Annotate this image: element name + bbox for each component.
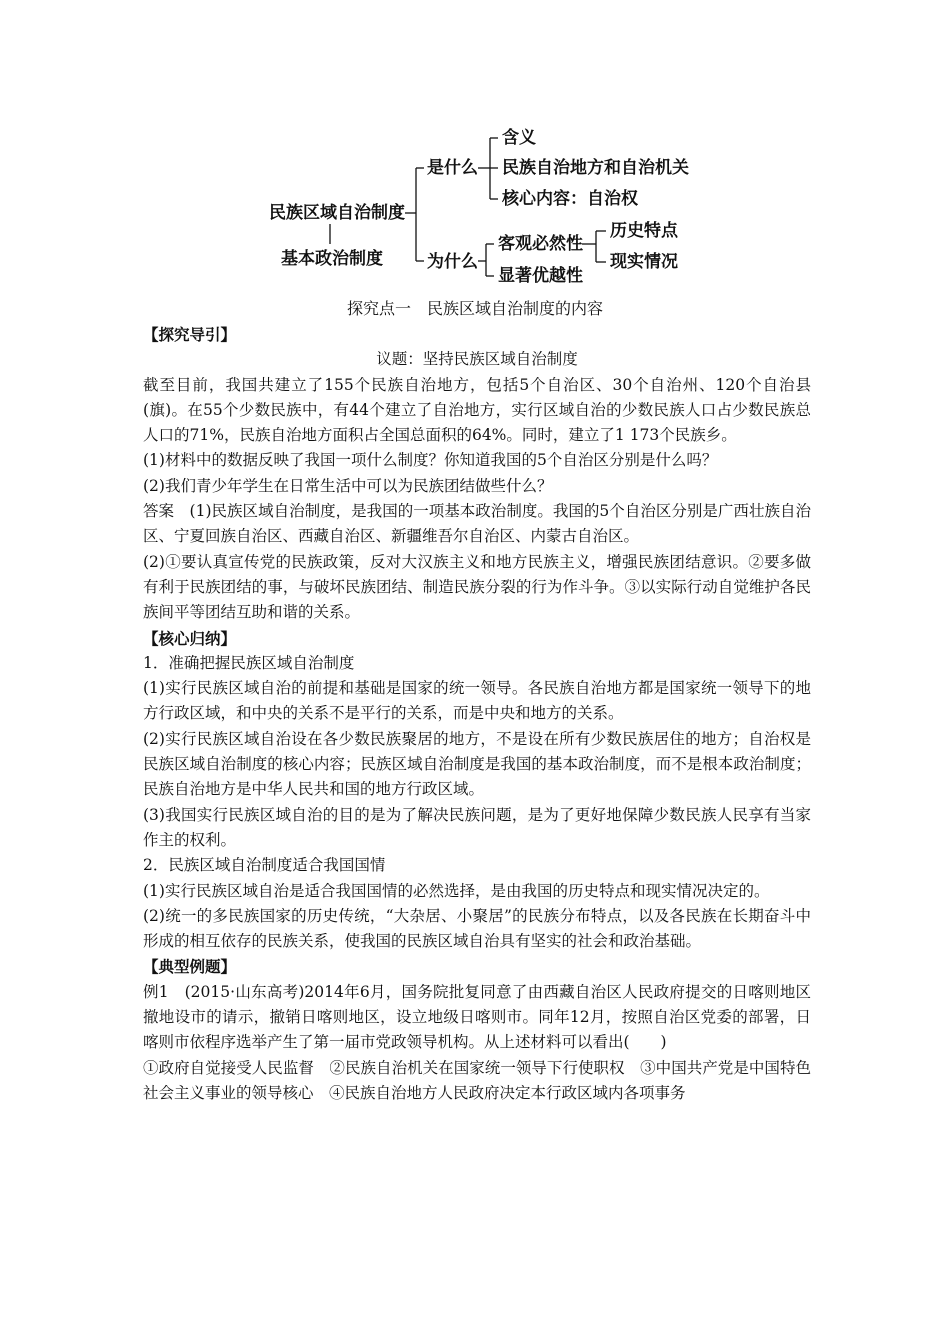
answer-2: (2)①要认真宣传党的民族政策，反对大汉族主义和地方民族主义，增强民族团结意识。②要多做有利于民族团结的事，与破坏民族团结、制造民族分裂的行为作斗争。③以实际行动自觉维护各民族间平等团结互助和谐的关系。 [143, 552, 811, 622]
core-1-title: 1．准确把握民族区域自治制度 [143, 653, 355, 672]
example-header: 【典型例题】 [143, 957, 237, 977]
example-1: 例1 (2015·山东高考)2014年6月，国务院批复同意了由西藏自治区人民政府提交的日喀则地区撤地设市的请示，撤销日喀则地区，设立地级日喀则市。同年12月，按照自治区党委的部署，日喀则市依程序选举产生了第一届市党政领导机构。从上述材料可以看出( ) [143, 982, 811, 1052]
core-2-title: 2．民族区域自治制度适合我国国情 [143, 856, 386, 875]
concept-diagram [0, 0, 950, 300]
diagram-what-item-3: 核心内容：自治权 [502, 189, 638, 209]
diagram-what-item-2: 民族自治地方和自治机关 [502, 158, 689, 178]
diagram-why: 为什么 [427, 252, 478, 272]
answer-1: 答案 (1)民族区域自治制度，是我国的一项基本政治制度。我国的5个自治区分别是广西壮族自治区、宁夏回族自治区、西藏自治区、新疆维吾尔自治区、内蒙古自治区。 [143, 502, 811, 546]
diagram-what: 是什么 [427, 158, 478, 178]
diagram-why-item-2: 显著优越性 [498, 266, 583, 286]
document-body [143, 322, 811, 1106]
diagram-why-sub-item-2: 现实情况 [610, 252, 678, 272]
core-1-point-2: (2)实行民族区域自治设在各少数民族聚居的地方，不是设在所有少数民族居住的地方；自治权是民族区域自治制度的核心内容；民族区域自治制度是我国的基本政治制度，而不是根本政治制度；民族自治地方是中华人民共和国的地方行政区域。 [143, 729, 811, 799]
diagram-why-item-1: 客观必然性 [498, 234, 583, 254]
material-paragraph: 截至目前，我国共建立了155个民族自治地方，包括5个自治区、30个自治州、120个自治县(旗)。在55个少数民族中，有44个建立了自治地方，实行区域自治的少数民族人口占少数民族总人口的71%，民族自治地方面积占全国总面积的64%。同时，建立了1 173个民族乡。 [143, 375, 811, 445]
core-2-point-1: (1)实行民族区域自治是适合我国国情的必然选择，是由我国的历史特点和现实情况决定的。 [143, 881, 770, 900]
topic: 议题：坚持民族区域自治制度 [376, 350, 578, 369]
core-2-point-2: (2)统一的多民族国家的历史传统，“大杂居、小聚居”的民族分布特点，以及各民族在长期奋斗中形成的相互依存的民族关系，使我国的民族区域自治具有坚实的社会和政治基础。 [143, 906, 811, 951]
question-2: (2)我们青少年学生在日常生活中可以为民族团结做些什么？ [143, 476, 553, 495]
diagram-what-item-1: 含义 [502, 128, 536, 148]
diagram-root-sub: 基本政治制度 [281, 249, 383, 269]
diagram-root: 民族区域自治制度 [269, 203, 405, 223]
guide-header: 【探究导引】 [143, 325, 237, 344]
core-1-point-3: (3)我国实行民族区域自治的目的是为了解决民族问题，是为了更好地保障少数民族人民享有当家作主的权利。 [143, 805, 811, 849]
example-1-options: ①政府自觉接受人民监督 ②民族自治机关在国家统一领导下行使职权 ③中国共产党是中国特色社会主义事业的领导核心 ④民族自治地方人民政府决定本行政区域内各项事务 [143, 1058, 811, 1102]
section-title: 探究点一 民族区域自治制度的内容 [346, 299, 603, 318]
question-1: (1)材料中的数据反映了我国一项什么制度？你知道我国的5个自治区分别是什么吗？ [143, 451, 718, 470]
core-header: 【核心归纳】 [143, 628, 237, 648]
diagram-why-sub-item-1: 历史特点 [610, 221, 678, 241]
core-1-point-1: (1)实行民族区域自治的前提和基础是国家的统一领导。各民族自治地方都是国家统一领导下的地方行政区域，和中央的关系不是平行的关系，而是中央和地方的关系。 [143, 679, 811, 723]
